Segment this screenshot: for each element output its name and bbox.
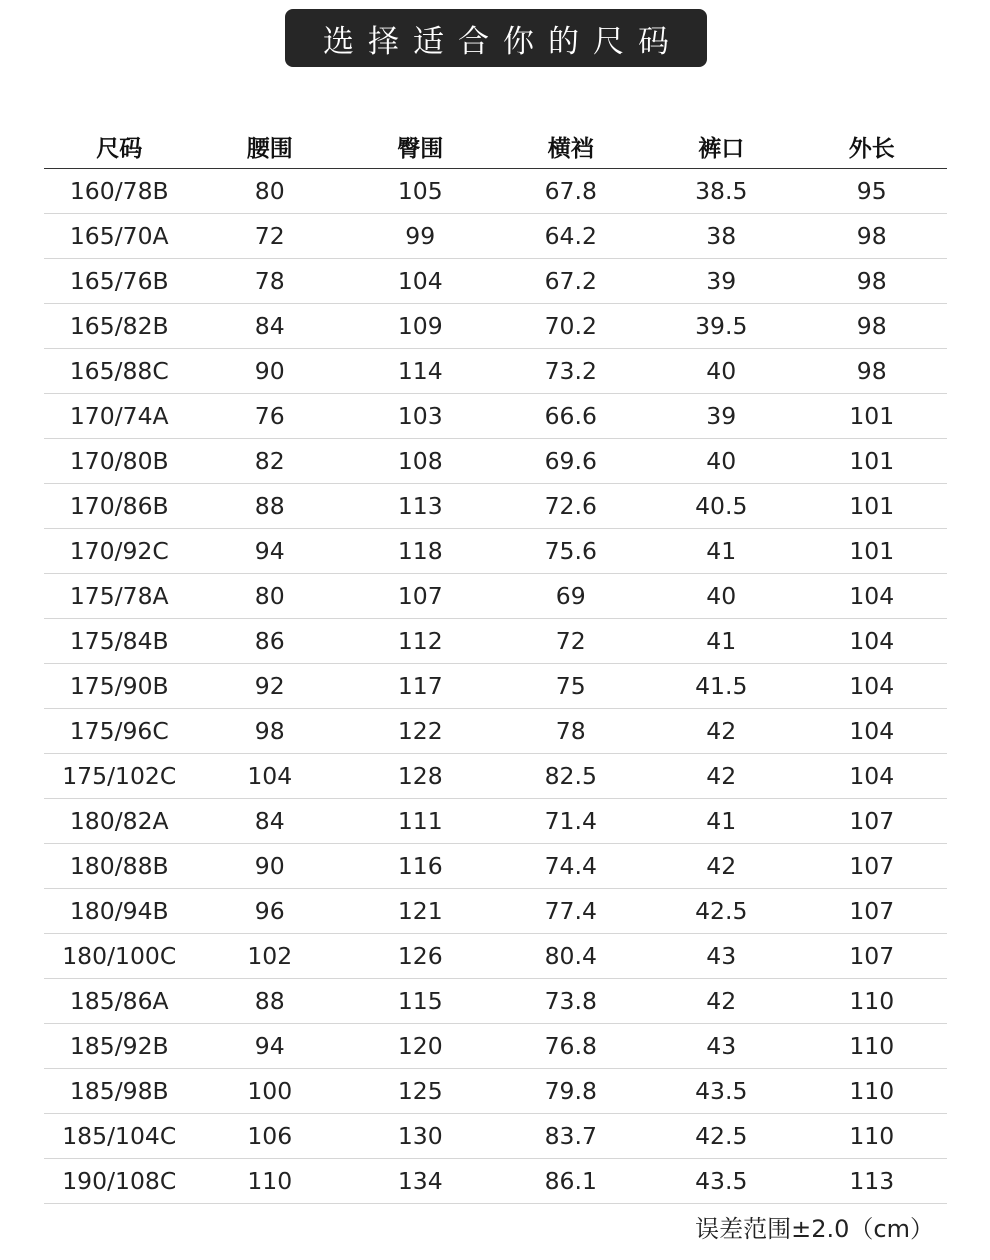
cell-size: 165/88C: [44, 349, 195, 394]
table-row: [44, 799, 947, 844]
cell-outseam: 98: [797, 304, 948, 349]
cell-hip: 109: [345, 304, 496, 349]
cell-waist: 100: [195, 1069, 346, 1114]
table-row: [44, 394, 947, 439]
table-row: [44, 934, 947, 979]
table-row: [44, 304, 947, 349]
cell-size: 170/92C: [44, 529, 195, 574]
cell-hip: 117: [345, 664, 496, 709]
column-header-outseam: 外长: [797, 124, 948, 169]
cell-outseam: 107: [797, 844, 948, 889]
cell-hip: 103: [345, 394, 496, 439]
cell-outseam: 95: [797, 169, 948, 214]
cell-size: 190/108C: [44, 1159, 195, 1204]
cell-thigh: 67.8: [496, 169, 647, 214]
cell-leg-opening: 42.5: [646, 1114, 797, 1159]
cell-hip: 111: [345, 799, 496, 844]
cell-outseam: 101: [797, 529, 948, 574]
cell-waist: 110: [195, 1159, 346, 1204]
cell-size: 180/88B: [44, 844, 195, 889]
cell-thigh: 67.2: [496, 259, 647, 304]
cell-size: 165/82B: [44, 304, 195, 349]
cell-waist: 82: [195, 439, 346, 484]
cell-size: 160/78B: [44, 169, 195, 214]
table-row: [44, 214, 947, 259]
cell-hip: 108: [345, 439, 496, 484]
cell-hip: 115: [345, 979, 496, 1024]
cell-hip: 122: [345, 709, 496, 754]
cell-outseam: 104: [797, 574, 948, 619]
table-body: [44, 169, 947, 1204]
cell-outseam: 113: [797, 1159, 948, 1204]
column-header-hip: 臀围: [345, 124, 496, 169]
cell-size: 170/80B: [44, 439, 195, 484]
table-row: [44, 529, 947, 574]
cell-thigh: 76.8: [496, 1024, 647, 1069]
cell-leg-opening: 40: [646, 439, 797, 484]
cell-size: 175/96C: [44, 709, 195, 754]
cell-hip: 104: [345, 259, 496, 304]
column-header-waist: 腰围: [195, 124, 346, 169]
cell-outseam: 110: [797, 1069, 948, 1114]
column-header-thigh: 横裆: [496, 124, 647, 169]
cell-size: 180/100C: [44, 934, 195, 979]
cell-leg-opening: 42: [646, 709, 797, 754]
cell-outseam: 104: [797, 664, 948, 709]
cell-thigh: 77.4: [496, 889, 647, 934]
cell-hip: 125: [345, 1069, 496, 1114]
cell-thigh: 83.7: [496, 1114, 647, 1159]
cell-waist: 104: [195, 754, 346, 799]
cell-thigh: 79.8: [496, 1069, 647, 1114]
cell-leg-opening: 39: [646, 394, 797, 439]
cell-waist: 88: [195, 979, 346, 1024]
page-title: 选择适合你的尺码: [323, 23, 683, 60]
table-row: [44, 1159, 947, 1204]
cell-hip: 121: [345, 889, 496, 934]
cell-waist: 92: [195, 664, 346, 709]
cell-thigh: 66.6: [496, 394, 647, 439]
cell-outseam: 104: [797, 709, 948, 754]
cell-waist: 86: [195, 619, 346, 664]
cell-waist: 88: [195, 484, 346, 529]
cell-thigh: 80.4: [496, 934, 647, 979]
table-row: [44, 1024, 947, 1069]
cell-waist: 84: [195, 304, 346, 349]
cell-size: 165/70A: [44, 214, 195, 259]
cell-leg-opening: 39.5: [646, 304, 797, 349]
table-row: [44, 619, 947, 664]
cell-outseam: 107: [797, 934, 948, 979]
cell-thigh: 73.8: [496, 979, 647, 1024]
cell-hip: 112: [345, 619, 496, 664]
cell-leg-opening: 38.5: [646, 169, 797, 214]
cell-thigh: 73.2: [496, 349, 647, 394]
cell-thigh: 72.6: [496, 484, 647, 529]
table-header-row: [44, 124, 947, 169]
cell-size: 175/78A: [44, 574, 195, 619]
cell-hip: 120: [345, 1024, 496, 1069]
cell-leg-opening: 42: [646, 844, 797, 889]
cell-waist: 96: [195, 889, 346, 934]
cell-thigh: 70.2: [496, 304, 647, 349]
cell-leg-opening: 40: [646, 574, 797, 619]
cell-outseam: 98: [797, 214, 948, 259]
cell-thigh: 78: [496, 709, 647, 754]
cell-leg-opening: 43: [646, 1024, 797, 1069]
table-row: [44, 574, 947, 619]
table-row: [44, 979, 947, 1024]
cell-thigh: 64.2: [496, 214, 647, 259]
cell-waist: 102: [195, 934, 346, 979]
cell-waist: 84: [195, 799, 346, 844]
cell-size: 185/86A: [44, 979, 195, 1024]
cell-leg-opening: 39: [646, 259, 797, 304]
table-row: [44, 439, 947, 484]
size-chart-table: [44, 124, 947, 1204]
cell-leg-opening: 42: [646, 979, 797, 1024]
cell-thigh: 69.6: [496, 439, 647, 484]
cell-waist: 80: [195, 574, 346, 619]
tolerance-note: 误差范围±2.0（cm）: [695, 1215, 934, 1243]
cell-leg-opening: 43: [646, 934, 797, 979]
cell-waist: 106: [195, 1114, 346, 1159]
column-header-leg-opening: 裤口: [646, 124, 797, 169]
cell-leg-opening: 38: [646, 214, 797, 259]
cell-hip: 128: [345, 754, 496, 799]
cell-hip: 126: [345, 934, 496, 979]
cell-waist: 80: [195, 169, 346, 214]
cell-leg-opening: 42: [646, 754, 797, 799]
cell-waist: 98: [195, 709, 346, 754]
cell-leg-opening: 43.5: [646, 1159, 797, 1204]
cell-outseam: 98: [797, 259, 948, 304]
table-row: [44, 1114, 947, 1159]
cell-outseam: 107: [797, 799, 948, 844]
cell-leg-opening: 40.5: [646, 484, 797, 529]
cell-hip: 116: [345, 844, 496, 889]
cell-hip: 105: [345, 169, 496, 214]
cell-outseam: 110: [797, 1114, 948, 1159]
cell-outseam: 104: [797, 619, 948, 664]
cell-waist: 90: [195, 844, 346, 889]
cell-hip: 118: [345, 529, 496, 574]
cell-size: 175/90B: [44, 664, 195, 709]
cell-leg-opening: 43.5: [646, 1069, 797, 1114]
cell-hip: 130: [345, 1114, 496, 1159]
cell-outseam: 110: [797, 979, 948, 1024]
cell-leg-opening: 40: [646, 349, 797, 394]
cell-leg-opening: 41: [646, 619, 797, 664]
table-row: [44, 889, 947, 934]
cell-outseam: 104: [797, 754, 948, 799]
cell-waist: 94: [195, 1024, 346, 1069]
cell-leg-opening: 41: [646, 529, 797, 574]
cell-size: 180/82A: [44, 799, 195, 844]
cell-outseam: 101: [797, 394, 948, 439]
table-row: [44, 664, 947, 709]
column-header-size: 尺码: [44, 124, 195, 169]
cell-hip: 107: [345, 574, 496, 619]
cell-thigh: 69: [496, 574, 647, 619]
cell-thigh: 75.6: [496, 529, 647, 574]
cell-hip: 114: [345, 349, 496, 394]
cell-leg-opening: 41: [646, 799, 797, 844]
cell-size: 185/98B: [44, 1069, 195, 1114]
table-row: [44, 754, 947, 799]
cell-hip: 113: [345, 484, 496, 529]
cell-leg-opening: 42.5: [646, 889, 797, 934]
cell-size: 170/86B: [44, 484, 195, 529]
cell-hip: 134: [345, 1159, 496, 1204]
title-banner: [285, 9, 707, 67]
cell-hip: 99: [345, 214, 496, 259]
table-row: [44, 844, 947, 889]
cell-outseam: 98: [797, 349, 948, 394]
cell-size: 170/74A: [44, 394, 195, 439]
cell-thigh: 72: [496, 619, 647, 664]
table-row: [44, 169, 947, 214]
table-row: [44, 709, 947, 754]
cell-size: 175/84B: [44, 619, 195, 664]
cell-leg-opening: 41.5: [646, 664, 797, 709]
cell-waist: 78: [195, 259, 346, 304]
cell-size: 180/94B: [44, 889, 195, 934]
cell-waist: 94: [195, 529, 346, 574]
cell-waist: 90: [195, 349, 346, 394]
cell-outseam: 101: [797, 484, 948, 529]
table-row: [44, 259, 947, 304]
cell-thigh: 86.1: [496, 1159, 647, 1204]
cell-size: 185/104C: [44, 1114, 195, 1159]
table-row: [44, 349, 947, 394]
cell-size: 185/92B: [44, 1024, 195, 1069]
cell-thigh: 75: [496, 664, 647, 709]
table-row: [44, 1069, 947, 1114]
cell-outseam: 110: [797, 1024, 948, 1069]
cell-outseam: 101: [797, 439, 948, 484]
cell-thigh: 82.5: [496, 754, 647, 799]
cell-thigh: 74.4: [496, 844, 647, 889]
cell-waist: 76: [195, 394, 346, 439]
table-row: [44, 484, 947, 529]
cell-size: 165/76B: [44, 259, 195, 304]
cell-outseam: 107: [797, 889, 948, 934]
cell-thigh: 71.4: [496, 799, 647, 844]
cell-waist: 72: [195, 214, 346, 259]
cell-size: 175/102C: [44, 754, 195, 799]
